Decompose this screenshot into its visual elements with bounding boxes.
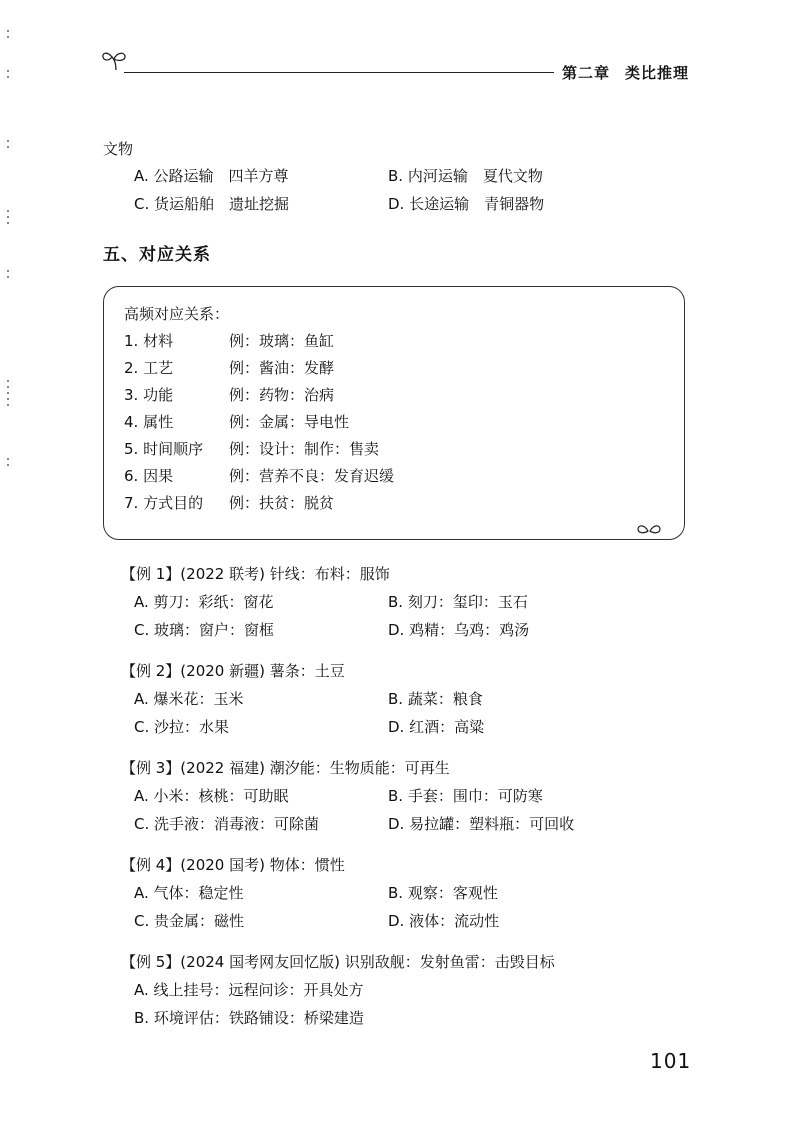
relation-example: 例：玻璃：鱼缸 [229,332,335,350]
relation-example: 例：扶贫：脱贫 [229,494,335,512]
relation-label: 1. 材料 [124,332,174,350]
carryover-text: 文物 [103,140,134,158]
relation-example: 例：金属：导电性 [229,413,350,431]
relation-label: 7. 方式目的 [124,494,204,512]
carryover-option-a: A. 公路运输 四羊方尊 [134,167,289,185]
relation-label: 2. 工艺 [124,359,174,377]
example-option-c: C. 洗手液：消毒液：可除菌 [134,815,320,833]
example-option-a: A. 气体：稳定性 [134,884,244,902]
header-rule [124,72,554,73]
example-option-c: C. 贵金属：磁性 [134,912,245,930]
example-stem: 【例 4】(2020 国考) 物体：惯性 [121,856,345,874]
example-option-b: B. 观察：客观性 [388,884,498,902]
example-option-a: A. 小米：核桃：可助眠 [134,787,289,805]
example-option-d: D. 红酒：高粱 [388,718,485,736]
example-stem: 【例 2】(2020 新疆) 薯条：土豆 [121,662,345,680]
example-option-b: B. 刻刀：玺印：玉石 [388,593,528,611]
page-number: 101 [650,1049,692,1073]
relation-example: 例：设计：制作：售卖 [229,440,380,458]
carryover-option-c: C. 货运船舶 遗址挖掘 [134,195,290,213]
example-stem: 【例 1】(2022 联考) 针线：布料：服饰 [121,565,390,583]
relation-label: 5. 时间顺序 [124,440,204,458]
example-option-b: B. 蔬菜：粮食 [388,690,483,708]
example-option-d: D. 鸡精：乌鸡：鸡汤 [388,621,530,639]
section-title: 五、对应关系 [103,245,211,265]
relation-label: 3. 功能 [124,386,174,404]
example-option-d: D. 易拉罐：塑料瓶：可回收 [388,815,575,833]
sprout-icon [636,521,662,537]
example-option-a: A. 线上挂号：远程问诊：开具处方 [134,981,364,999]
example-option-a: A. 爆米花：玉米 [134,690,244,708]
chapter-name: 类比推理 [625,64,690,82]
relation-label: 6. 因果 [124,467,174,485]
relation-example: 例：营养不良：发育迟缓 [229,467,395,485]
example-option-a: A. 剪刀：彩纸：窗花 [134,593,274,611]
example-option-d: D. 液体：流动性 [388,912,500,930]
carryover-option-b: B. 内河运输 夏代文物 [388,167,543,185]
relations-box-title: 高频对应关系： [124,305,230,323]
example-option-b: B. 手套：围巾：可防寒 [388,787,543,805]
example-option-c: C. 沙拉：水果 [134,718,230,736]
relation-example: 例：药物：治病 [229,386,335,404]
example-stem: 【例 5】(2024 国考网友回忆版) 识别敌舰：发射鱼雷：击毁目标 [121,953,555,971]
chapter-number: 第二章 [562,64,611,82]
example-stem: 【例 3】(2022 福建) 潮汐能：生物质能：可再生 [121,759,450,777]
carryover-option-d: D. 长途运输 青铜器物 [388,195,545,213]
example-option-c: C. 玻璃：窗户：窗框 [134,621,275,639]
example-option-b: B. 环境评估：铁路铺设：桥梁建造 [134,1009,364,1027]
sprout-icon [100,48,132,74]
relation-example: 例：酱油：发酵 [229,359,335,377]
relation-label: 4. 属性 [124,413,174,431]
